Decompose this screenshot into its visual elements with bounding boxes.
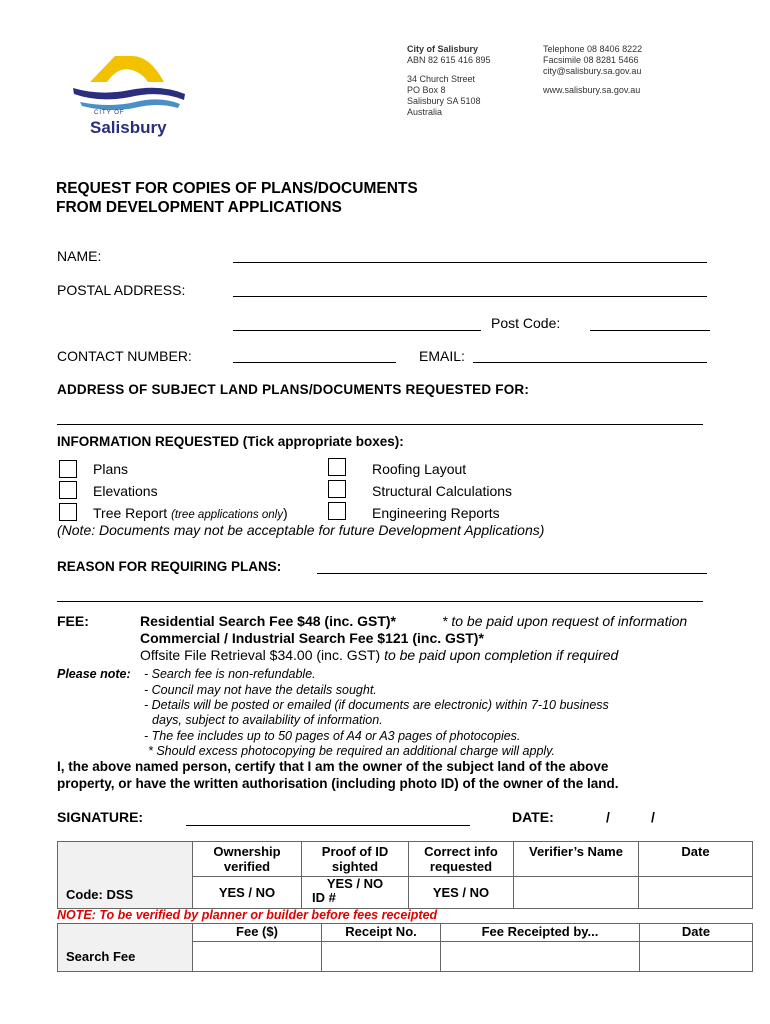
roofing-layout-checkbox[interactable] xyxy=(328,458,346,476)
address-line: PO Box 8 xyxy=(407,85,446,95)
structural-calculations-label: Structural Calculations xyxy=(372,483,513,499)
offsite-fee xyxy=(140,647,618,663)
fee-receipt-table xyxy=(57,923,753,972)
receipted-by-cell[interactable] xyxy=(441,942,640,972)
search-fee-cell xyxy=(58,924,193,972)
correct-info-header: Correct info requested xyxy=(409,842,514,877)
note-item: - Council may not have the details sought. xyxy=(144,683,377,697)
verification-table xyxy=(57,841,753,909)
structural-calculations-checkbox[interactable] xyxy=(328,480,346,498)
email-label: EMAIL: xyxy=(419,348,465,364)
title-line-1: REQUEST FOR COPIES OF PLANS/DOCUMENTS xyxy=(56,180,418,197)
address-line: Salisbury SA 5108 xyxy=(407,96,481,106)
offsite-fee-note: to be paid upon completion if required xyxy=(384,647,619,663)
proof-yes-no: YES / NO xyxy=(326,876,384,891)
reason-label: REASON FOR REQUIRING PLANS: xyxy=(57,559,282,574)
fee-header: Fee ($) xyxy=(193,924,322,942)
info-requested-heading: INFORMATION REQUESTED (Tick appropriate boxes): xyxy=(57,434,404,449)
ownership-header: Ownership verified xyxy=(193,842,302,877)
name-field[interactable] xyxy=(233,262,707,263)
postal-address-field[interactable] xyxy=(233,296,707,297)
engineering-reports-label: Engineering Reports xyxy=(372,505,500,521)
signature-field[interactable] xyxy=(186,825,470,826)
documents-note: (Note: Documents may not be acceptable for future Development Applications) xyxy=(57,522,545,538)
please-note-label: Please note: xyxy=(57,667,131,681)
receipt-date-cell[interactable] xyxy=(640,942,753,972)
tree-report-text: Tree Report xyxy=(93,505,168,521)
tree-report-checkbox[interactable] xyxy=(59,503,77,521)
ownership-yes-no[interactable]: YES / NO xyxy=(193,877,302,909)
code-text: Code: DSS xyxy=(66,887,134,902)
id-number: ID # xyxy=(312,890,336,905)
correct-info-yes-no[interactable]: YES / NO xyxy=(409,877,514,909)
email-field[interactable] xyxy=(473,362,707,363)
certification-line-1: I, the above named person, certify that I am the owner of the subject land of the above xyxy=(57,759,609,774)
note-item: - The fee includes up to 50 pages of A4 or A3 pages of photocopies. xyxy=(144,729,521,743)
logo-name: Salisbury xyxy=(90,118,167,137)
elevations-checkbox[interactable] xyxy=(59,481,77,499)
title-line-2: FROM DEVELOPMENT APPLICATIONS xyxy=(56,199,342,216)
roofing-layout-label: Roofing Layout xyxy=(372,461,467,477)
verification-note: NOTE: To be verified by planner or builder before fees receipted xyxy=(57,908,438,922)
commercial-fee: Commercial / Industrial Search Fee $121 (inc. GST)* xyxy=(140,630,484,646)
plans-label: Plans xyxy=(93,461,129,477)
note-item: - Details will be posted or emailed (if documents are electronic) within 7-10 business xyxy=(144,698,609,712)
signature-label: SIGNATURE: xyxy=(57,809,144,825)
note-item: - Search fee is non-refundable. xyxy=(144,667,316,681)
email-address: city@salisbury.sa.gov.au xyxy=(543,66,642,76)
date-header: Date xyxy=(640,924,753,942)
proof-cell[interactable] xyxy=(302,877,409,909)
address-requested-label: ADDRESS OF SUBJECT LAND PLANS/DOCUMENTS REQUESTED FOR: xyxy=(57,382,530,397)
header-contact-block xyxy=(543,44,642,96)
residential-fee: Residential Search Fee $48 (inc. GST)* xyxy=(140,613,396,629)
tree-report-note: (tree applications only xyxy=(171,509,283,521)
address-line: 34 Church Street xyxy=(407,74,476,84)
post-code-label: Post Code: xyxy=(491,315,561,331)
certification-line-2: property, or have the written authorisation (including photo ID) of the owner of the land. xyxy=(57,776,619,791)
website: www.salisbury.sa.gov.au xyxy=(543,85,641,95)
address-line: Australia xyxy=(407,107,443,117)
proof-header: Proof of ID sighted xyxy=(302,842,409,877)
date-separator: / xyxy=(606,809,610,825)
verification-date-cell[interactable] xyxy=(639,877,753,909)
contact-number-field[interactable] xyxy=(233,362,396,363)
telephone: Telephone 08 8406 8222 xyxy=(543,44,643,54)
verifier-header: Verifier’s Name xyxy=(514,842,639,877)
receipt-number-cell[interactable] xyxy=(322,942,441,972)
contact-number-label: CONTACT NUMBER: xyxy=(57,348,192,364)
tree-report-close: ) xyxy=(282,505,288,521)
reason-field-2[interactable] xyxy=(57,601,703,602)
offsite-fee-text: Offsite File Retrieval $34.00 (inc. GST) xyxy=(140,647,381,663)
postal-address-field-2[interactable] xyxy=(233,330,481,331)
engineering-reports-checkbox[interactable] xyxy=(328,502,346,520)
facsimile: Facsimile 08 8281 5466 xyxy=(543,55,639,65)
address-requested-field[interactable] xyxy=(57,424,703,425)
fee-label: FEE: xyxy=(57,613,89,629)
council-logo xyxy=(70,48,190,140)
name-label: NAME: xyxy=(57,248,102,264)
residential-fee-note: * to be paid upon request of information xyxy=(442,613,688,629)
page-title xyxy=(56,179,418,217)
receipt-header: Receipt No. xyxy=(322,924,441,942)
tree-report-label xyxy=(93,505,288,521)
org-name: City of Salisbury xyxy=(407,44,479,54)
date-separator: / xyxy=(651,809,655,825)
received-by-header: Fee Receipted by... xyxy=(441,924,640,942)
postal-address-label: POSTAL ADDRESS: xyxy=(57,282,186,298)
note-item: days, subject to availability of information. xyxy=(152,713,383,727)
verifier-name-cell[interactable] xyxy=(514,877,639,909)
logo-small-text: CITY OF xyxy=(94,110,125,116)
reason-field[interactable] xyxy=(317,573,707,574)
fee-amount-cell[interactable] xyxy=(193,942,322,972)
elevations-label: Elevations xyxy=(93,483,158,499)
logo-graphic xyxy=(70,48,190,118)
abn: ABN 82 615 416 895 xyxy=(407,55,491,65)
header-address-block xyxy=(407,44,491,118)
date-header: Date xyxy=(639,842,753,877)
search-fee-label: Search Fee xyxy=(66,949,136,964)
plans-checkbox[interactable] xyxy=(59,460,77,478)
date-label: DATE: xyxy=(512,809,554,825)
note-item: * Should excess photocopying be required an additional charge will apply. xyxy=(148,744,555,758)
post-code-field[interactable] xyxy=(590,330,710,331)
code-cell xyxy=(58,842,193,909)
